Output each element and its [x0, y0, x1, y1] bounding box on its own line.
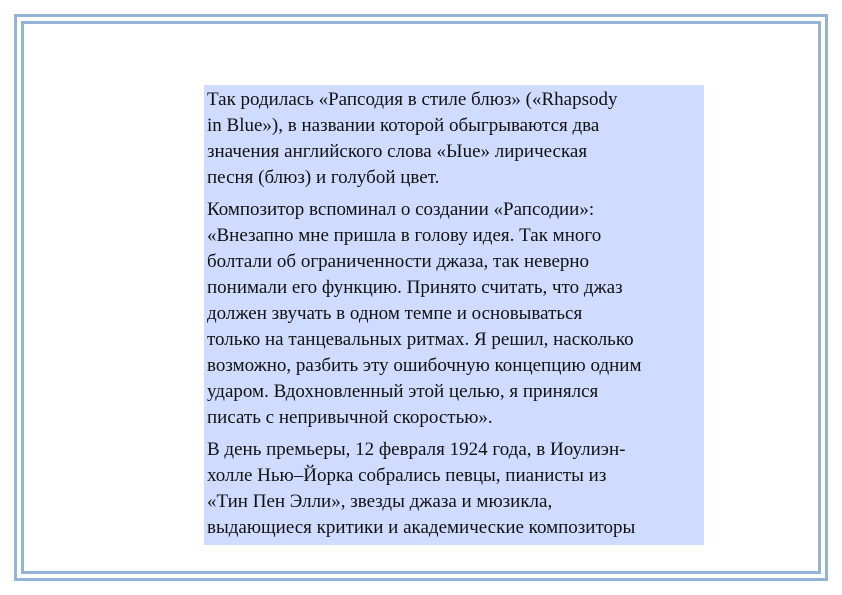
paragraph-premiere: В день премьеры, 12 февраля 1924 года, в Иоулиэн- холле Нью–Йорка собрались певцы, пианисты из «Тин Пен Элли», звезды джаза и мюзикла, выдающиеся критики и академические композиторы	[207, 439, 636, 538]
paragraph-composer-quote: Композитор вспоминал о создании «Рапсодии»: «Внезапно мне пришла в голову идея. Так много болтали об ограниченности джаза, так неверно понимали его функцию. Принято считать, что джаз должен звучать в одном темпе и основываться только на танцевальных ритмах. Я решил, насколько возможно, разбить эту ошибочную концепцию одним ударом. Вдохновленный этой целью, я принялся писать с непривычной скоростью».	[207, 199, 642, 428]
text-block	[204, 85, 704, 545]
paragraph-rhapsody-title: Так родилась «Рапсодия в стиле блюз» («Rhapsody in Blue»), в названии которой обыгрываются два значения английского слова «Ыue» лирическая песня (блюз) и голубой цвет.	[207, 89, 618, 188]
